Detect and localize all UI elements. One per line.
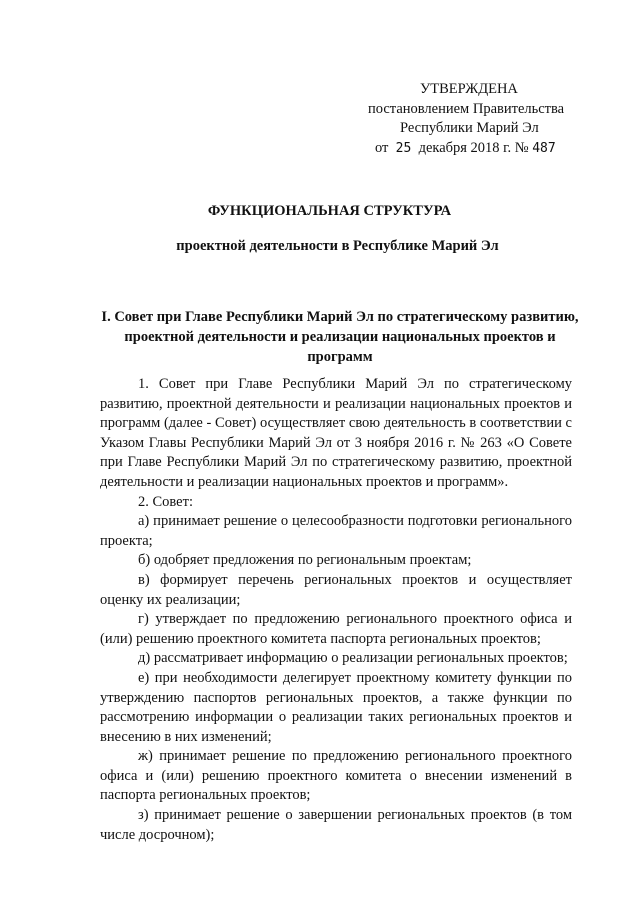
approval-day: 25	[395, 140, 412, 156]
approval-stamp	[362, 80, 592, 158]
approval-title: УТВЕРЖДЕНА	[420, 81, 518, 97]
approval-date-prefix: от	[375, 139, 389, 156]
approval-number: 487	[532, 140, 556, 156]
approval-date-line	[362, 139, 592, 159]
section-heading: I. Совет при Главе Республики Марий Эл по стратегическому развитию, проектной деятельности и реализации национальных проектов и программ	[101, 309, 579, 365]
approval-government: Республики Марий Эл	[400, 120, 539, 136]
paragraph: 2. Совет:	[138, 493, 193, 510]
paragraph: з) принимает решение о завершении региональных проектов (в том числе досрочном);	[100, 807, 572, 843]
approval-month-year: декабря 2018 г. №	[418, 139, 529, 156]
approval-by-resolution: постановлением Правительства	[368, 100, 565, 117]
paragraph: б) одобряет предложения по региональным проектам;	[138, 552, 472, 569]
paragraph: г) утверждает по предложению регионального проектного офиса и (или) решению проектного комитета паспорта региональных проектов;	[100, 611, 572, 647]
paragraph: ж) принимает решение по предложению регионального проектного офиса и (или) решению проектного комитета о внесении изменений в паспорта региональных проектов;	[100, 748, 572, 804]
document-title: ФУНКЦИОНАЛЬНАЯ СТРУКТУРА	[207, 203, 452, 219]
paragraph: д) рассматривает информацию о реализации региональных проектов;	[138, 650, 568, 667]
document-subtitle: проектной деятельности в Республике Марий Эл	[176, 238, 499, 254]
document-body	[100, 375, 572, 845]
paragraph: е) при необходимости делегирует проектному комитету функции по утверждению паспортов региональных проектов, а также функции по рассмотрению информации о реализации таких региональных проектов и внесению в них изменений;	[100, 669, 572, 745]
paragraph: а) принимает решение о целесообразности подготовки регионального проекта;	[100, 513, 572, 549]
paragraph: 1. Совет при Главе Республики Марий Эл по стратегическому развитию, проектной деятельности и реализации национальных проектов и программ (далее - Совет) осуществляет свою деятельность в соответствии с Указом Главы Республики Марий Эл от 3 ноября 2016 г. № 263 «О Совете при Главе Республики Марий Эл по стратегическому развитию, проектной деятельности и реализации национальных проектов и программ».	[100, 376, 572, 490]
paragraph: в) формирует перечень региональных проектов и осуществляет оценку их реализации;	[100, 571, 572, 608]
